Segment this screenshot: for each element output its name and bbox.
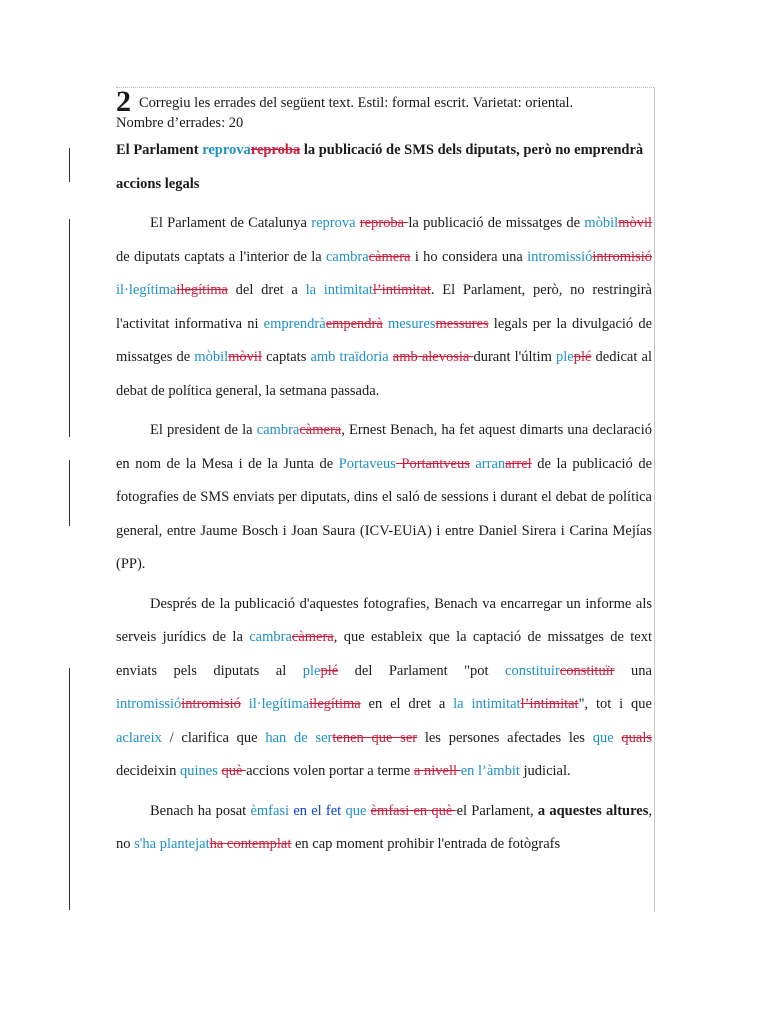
insertion: que [345,802,367,819]
insertion: quines [180,763,218,779]
insertion: la intimitat [305,282,373,298]
deletion: intromisió [592,248,653,265]
insertion: que [592,729,614,746]
insertion: aclareix [116,729,162,746]
insertion: emprendrà [263,315,326,332]
deletion: reproba [359,215,409,231]
insertion: ple [302,662,321,679]
insertion: Portaveus [338,455,396,472]
change-bar [69,219,70,437]
paragraph-2: El president de la cambracàmera, Ernest Benach, ha fet aquest dimarts una declaració en nom de la Mesa i de la Junta de Portaveus Portantveus arranarrel de la publicació de fotografies de SMS enviats per diputats, dins el saló de sessions i durant el debat de política general, entre Jaume Bosch i Joan Saura (ICV-EUiA) i entre Daniel Sirera i Carina Mejías (PP). [116,422,653,572]
deletion: càmera [368,248,411,265]
exercise-number: 2 [116,85,131,118]
exercise-heading [116,85,652,133]
insertion: il·legítima [116,282,177,298]
deletion: empendrà [325,315,383,332]
insertion: constituir [505,662,560,679]
deletion: plé [573,349,592,365]
article-title: El Parlament reprovareproba la publicació de SMS dels diputats, però no emprendrà accions legals [116,142,644,192]
insertion: reprova [202,142,251,158]
insertion: mòbil [584,215,619,231]
insertion: reprova [311,215,356,231]
insertion: en l’àmbit [460,763,520,779]
insertion: han de ser [265,729,333,746]
page-right-border [654,87,655,912]
insertion: amb traïdoria [310,349,389,365]
deletion: l’intimitat [372,282,431,298]
insertion: arran [475,455,506,472]
error-count: Nombre d’errades: 20 [116,115,244,131]
deletion: ilegítima [176,282,228,298]
deletion: plé [320,662,339,679]
deletion: reproba [250,142,301,158]
change-bar [69,668,70,910]
bold-phrase: a aquestes altures [537,802,649,819]
deletion: càmera [299,422,342,438]
insertion: la intimitat [453,696,521,712]
deletion: a nivell [413,763,461,779]
change-bar [69,460,70,526]
deletion: mòvil [228,349,262,365]
deletion: què [221,763,247,779]
insertion: intromissió [116,696,182,712]
insertion: mòbil [194,349,229,365]
insertion: cambra [325,248,369,265]
insertion: intromissió [527,248,593,265]
insertion: mesures [387,315,436,332]
insertion: en el fet [293,802,342,819]
page-top-border [116,87,654,88]
insertion: cambra [256,422,300,438]
deletion: Portantveus [395,455,470,472]
deletion: messures [435,315,489,332]
insertion: èmfasi [250,802,290,819]
document-body [116,85,653,862]
insertion: il·legítima [248,696,310,712]
deletion: arrel [505,455,532,472]
exercise-instruction: Corregiu les errades del següent text. Estil: formal escrit. Varietat: oriental. [139,95,574,111]
paragraph-3: Després de la publicació d'aquestes fotografies, Benach va encarregar un informe als serveis jurídics de la cambracàmera, que estableix que la captació de missatges de text enviats pels diputats al pleplé del Parlament "pot constituirconstituïr una intromissióintromisió il·legítimailegítima en el dret a la intimitatl’intimitat", tot i que aclareix / clarifica que han de sertenen que ser les persones afectades les que quals decideixin quines què accions volen portar a terme a nivell en l’àmbit judicial. [116,595,652,779]
change-bar [69,148,70,182]
deletion: ha contemplat [209,836,292,852]
deletion: amb alevosia [392,349,474,365]
deletion: quals [621,729,652,746]
deletion: èmfasi en què [370,802,457,819]
paragraph-1: El Parlament de Catalunya reprova reproba la publicació de missatges de mòbilmòvil de diputats captats a l'interior de la cambracàmera i ho considera una intromissióintromisió il·legítimailegítima del dret a la intimitatl’intimitat. El Parlament, però, no restringirà l'activitat informativa ni emprendràempendrà mesuresmessures legals per la divulgació de missatges de mòbilmòvil captats amb traïdoria amb alevosia durant l'últim pleplé dedicat al debat de política general, la setmana passada. [116,215,653,399]
insertion: s'ha plantejat [134,836,210,852]
paragraph-4: Benach ha posat èmfasi en el fet que èmfasi en què el Parlament, a aquestes altures, no s'ha plantejatha contemplat en cap moment prohibir l'entrada de fotògrafs [116,802,652,852]
deletion: ilegítima [309,696,361,712]
deletion: càmera [291,629,334,645]
deletion: tenen que ser [332,729,418,746]
deletion: l’intimitat [520,696,579,712]
deletion: intromisió [181,696,241,712]
insertion: cambra [249,629,292,645]
insertion: ple [555,349,574,365]
deletion: mòvil [618,215,653,231]
deletion: constituïr [559,662,615,679]
